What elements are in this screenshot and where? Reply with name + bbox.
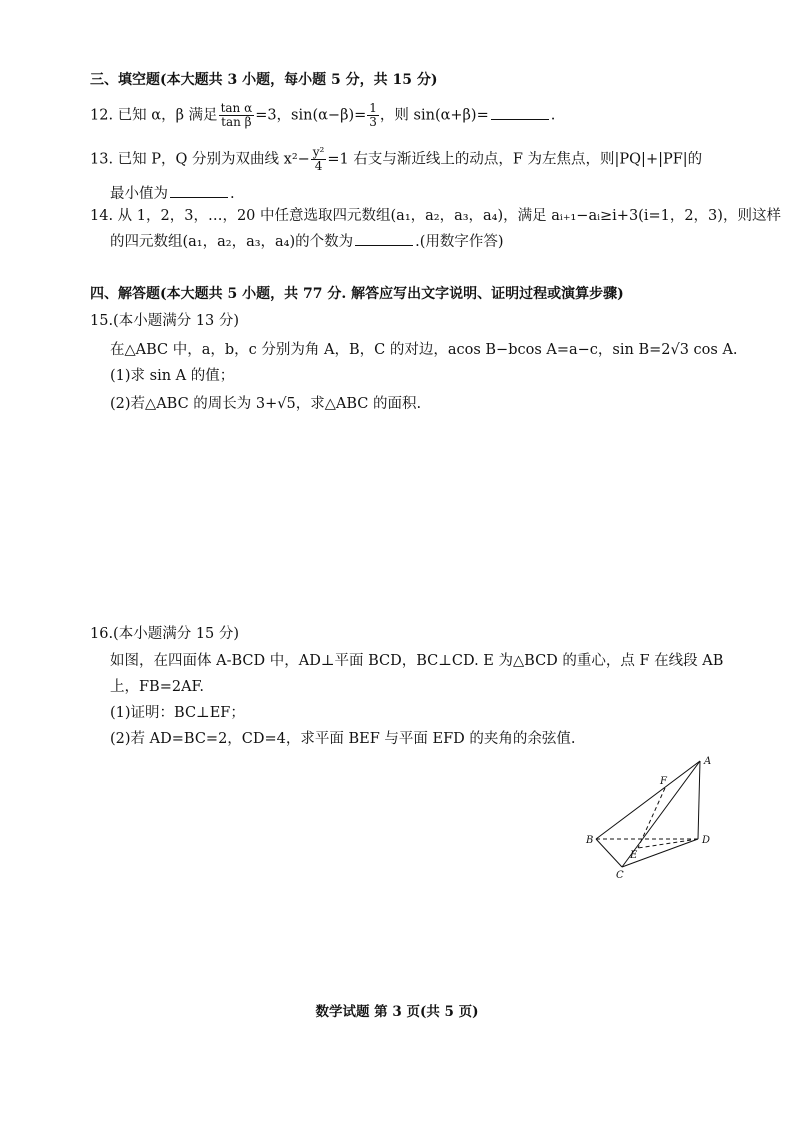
question-15-part1: (1)求 sin A 的值； bbox=[110, 368, 235, 384]
label-C: C bbox=[616, 870, 624, 881]
question-15-part2: (2)若△ABC 的周长为 3+√5，求△ABC 的面积. bbox=[110, 396, 422, 412]
edge-BC bbox=[596, 839, 622, 867]
question-16-title: 16.(本小题满分 15 分) bbox=[90, 626, 240, 642]
label-F: F bbox=[660, 776, 667, 787]
question-16-part1: (1)证明：BC⊥EF； bbox=[110, 705, 245, 721]
q12-fraction-third: $\frac{1}{3}$ bbox=[369, 101, 377, 129]
question-14-line2: 的四元数组(a₁，a₂，a₃，a₄)的个数为 .(用数字作答) bbox=[110, 231, 504, 252]
question-13-line1: 13. 已知 P，Q 分别为双曲线 x²− $\frac{\text{y²}}{4}$ =1 右支与渐近线上的动点，F 为左焦点，则|PQ|+|PF|的 bbox=[90, 145, 703, 173]
edge-AB bbox=[596, 761, 700, 839]
q12-mid: =3，sin(α−β)= bbox=[255, 107, 367, 124]
question-16-stem-line2: 上，FB=2AF. bbox=[110, 679, 204, 695]
q13-fraction: $\frac{\text{y²}}{4}$ bbox=[312, 145, 325, 173]
section-4-heading: 四、解答题(本大题共 5 小题，共 77 分. 解答应写出文字说明、证明过程或演算步骤) bbox=[90, 286, 624, 302]
question-15-title: 15.(本小题满分 13 分) bbox=[90, 313, 240, 329]
question-16-stem-line1: 如图，在四面体 A-BCD 中，AD⊥平面 BCD，BC⊥CD. E 为△BCD 的重心，点 F 在线段 AB bbox=[110, 653, 724, 669]
question-12: 12. 已知 α，β 满足 $\frac{\text{tan α}}{\text{tan β}}$ =3，sin(α−β)= $\frac{1}{3}$ ，则 sin(α+β)= . bbox=[90, 101, 556, 129]
q12-answer-blank bbox=[491, 105, 549, 120]
tetrahedron-figure bbox=[580, 752, 720, 882]
q14-answer-blank bbox=[355, 231, 413, 246]
page-footer: 数学试题 第 3 页(共 5 页) bbox=[315, 1004, 479, 1020]
question-15-stem: 在△ABC 中，a，b，c 分别为角 A，B，C 的对边，acos B−bcos A=a−c，sin B=2√3 cos A. bbox=[110, 342, 738, 358]
question-13-line2: 最小值为 . bbox=[110, 183, 235, 204]
q12-pre: 12. 已知 α，β 满足 bbox=[90, 107, 218, 124]
question-14-line1: 14. 从 1，2，3，…，20 中任意选取四元数组(a₁，a₂，a₃，a₄)，满足 aᵢ₊₁−aᵢ≥i+3(i=1，2，3)，则这样 bbox=[90, 208, 781, 224]
q12-post: ，则 sin(α+β)= bbox=[379, 107, 489, 124]
label-A: A bbox=[704, 756, 712, 767]
section-3-heading: 三、填空题(本大题共 3 小题，每小题 5 分，共 15 分) bbox=[90, 72, 438, 88]
label-D: D bbox=[702, 835, 711, 846]
label-B: B bbox=[586, 835, 594, 846]
label-E: E bbox=[630, 850, 638, 861]
edge-AD bbox=[698, 761, 700, 839]
segment-DE bbox=[638, 839, 698, 848]
question-16-part2: (2)若 AD=BC=2，CD=4，求平面 BEF 与平面 EFD 的夹角的余弦值. bbox=[110, 731, 576, 747]
q13-answer-blank bbox=[170, 183, 228, 198]
q12-fraction-tan: $\frac{\text{tan α}}{\text{tan β}}$ bbox=[220, 101, 253, 129]
